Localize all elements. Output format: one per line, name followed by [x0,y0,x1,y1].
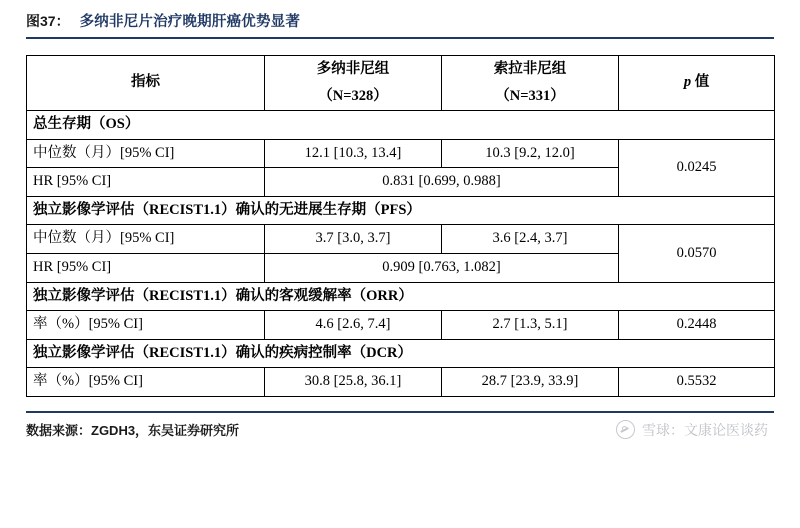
header-arm-b-name: 索拉非尼组 [493,61,567,77]
table-row [27,339,775,368]
header-arm-b [442,56,619,111]
row-label-orr-rate: 率（%）[95% CI] [27,311,265,340]
cell-dcr-pvalue: 0.5532 [619,368,775,397]
figure-caption [0,0,800,37]
cell-os-median-arm-b: 10.3 [9.2, 12.0] [442,139,619,168]
row-label-pfs-median: 中位数（月）[95% CI] [27,225,265,254]
cell-orr-pvalue: 0.2448 [619,311,775,340]
header-arm-b-n: （N=331） [495,87,565,104]
header-pvalue-symbol: p [683,74,692,91]
table-row [27,196,775,225]
header-pvalue [619,56,775,111]
table-container [0,39,800,397]
section-os: 总生存期（OS） [27,111,775,140]
xueqiu-logo-icon [616,420,635,439]
section-orr: 独立影像学评估（RECIST1.1）确认的客观缓解率（ORR） [27,282,775,311]
figure-footer [0,413,800,440]
table-row [27,311,775,340]
cell-dcr-arm-b: 28.7 [23.9, 33.9] [442,368,619,397]
section-pfs: 独立影像学评估（RECIST1.1）确认的无进展生存期（PFS） [27,196,775,225]
cell-pfs-median-arm-a: 3.7 [3.0, 3.7] [265,225,442,254]
header-arm-a-name: 多纳非尼组 [316,61,390,77]
cell-os-pvalue: 0.0245 [619,139,775,196]
header-pvalue-label: 值 [694,74,710,91]
cell-os-median-arm-a: 12.1 [10.3, 13.4] [265,139,442,168]
section-dcr: 独立影像学评估（RECIST1.1）确认的疾病控制率（DCR） [27,339,775,368]
header-indicator: 指标 [27,56,265,111]
cell-dcr-arm-a: 30.8 [25.8, 36.1] [265,368,442,397]
cell-pfs-median-arm-b: 3.6 [2.4, 3.7] [442,225,619,254]
cell-pfs-hr-value: 0.909 [0.763, 1.082] [265,253,619,282]
header-arm-a [265,56,442,111]
row-label-os-hr: HR [95% CI] [27,168,265,197]
figure-number: 图37： [26,13,70,29]
efficacy-table [26,55,775,397]
data-source: 数据来源：ZGDH3，东吴证券研究所 [26,423,240,439]
watermark-text: 雪球：文康论医谈药 [642,421,768,438]
row-label-pfs-hr: HR [95% CI] [27,253,265,282]
table-row [27,139,775,168]
table-row [27,282,775,311]
header-arm-a-n: （N=328） [318,87,388,104]
cell-os-hr-value: 0.831 [0.699, 0.988] [265,168,619,197]
watermark [616,420,774,440]
cell-orr-arm-b: 2.7 [1.3, 5.1] [442,311,619,340]
table-row [27,225,775,254]
table-header-row [27,56,775,111]
table-row [27,111,775,140]
cell-pfs-pvalue: 0.0570 [619,225,775,282]
cell-orr-arm-a: 4.6 [2.6, 7.4] [265,311,442,340]
figure-title: 多纳非尼片治疗晚期肝癌优势显著 [79,14,301,30]
table-row [27,368,775,397]
row-label-os-median: 中位数（月）[95% CI] [27,139,265,168]
row-label-dcr-rate: 率（%）[95% CI] [27,368,265,397]
